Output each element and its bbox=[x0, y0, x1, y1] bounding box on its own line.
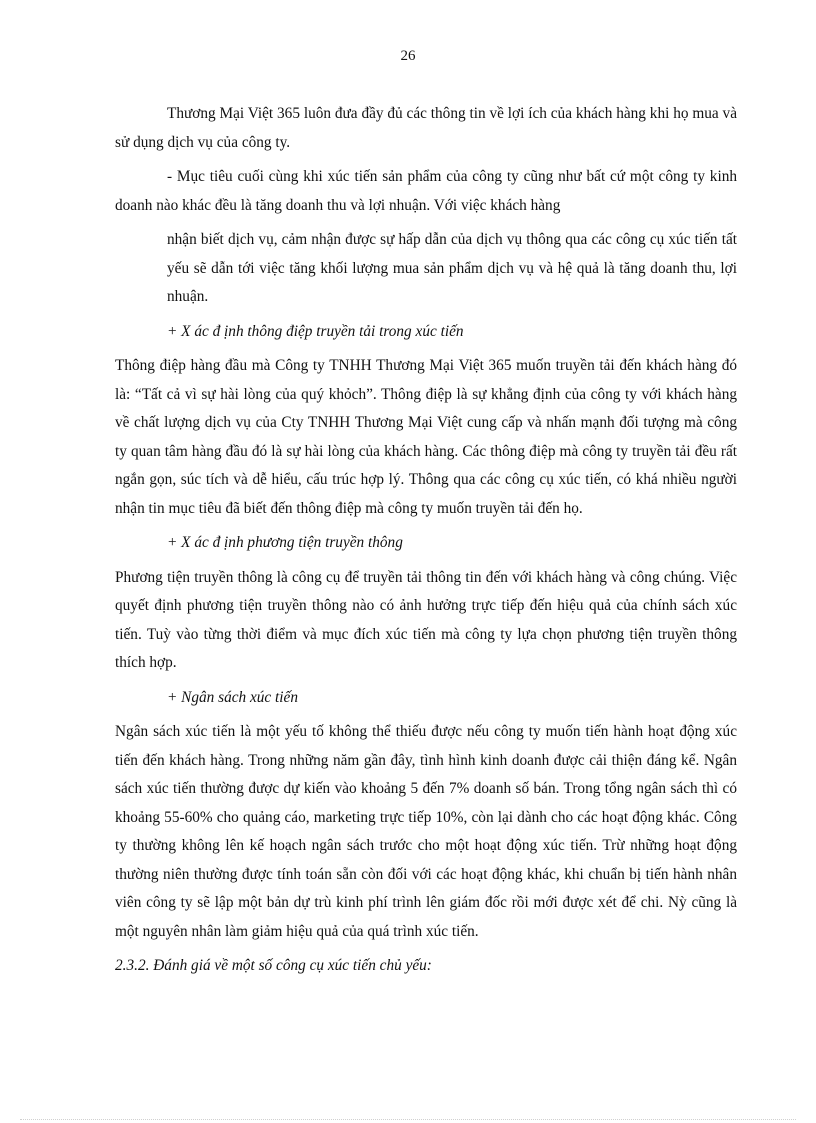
heading-media: + X ác đ ịnh phương tiện truyền thông bbox=[167, 534, 403, 551]
heading-budget: + Ngân sách xúc tiến bbox=[167, 688, 298, 706]
heading-message: + X ác đ ịnh thông điệp truyền tải trong xúc tiến bbox=[167, 322, 464, 340]
paragraph-media: Phương tiện truyền thông là công cụ để truyền tải thông tin đến với khách hàng và công chúng. Việc quyết định phương tiện truyền thông nào có ảnh hưởng trực tiếp đến hiệu quả của chính sách xúc tiến. Tuỳ vào từng thời điểm và mục đích xúc tiến mà công ty lựa chọn phương tiện truyền thông thích hợp. bbox=[115, 568, 737, 671]
page-number: 26 bbox=[400, 48, 416, 64]
paragraph-benefits-info: Thương Mại Việt 365 luôn đưa đầy đủ các thông tin về lợi ích của khách hàng khi họ mua và sử dụng dịch vụ của công ty. bbox=[115, 105, 737, 151]
section-title: 2.3.2. Đánh giá về một số công cụ xúc tiến chủ yếu: bbox=[115, 957, 432, 974]
paragraph-budget: Ngân sách xúc tiến là một yếu tố không thể thiếu được nếu công ty muốn tiến hành hoạt động xúc tiến đến khách hàng. Trong những năm gần đây, tình hình kinh doanh được cải thiện đáng kể. Ngân sách xúc tiến thường được dự kiến vào khoảng 5 đến 7% doanh số bán. Trong tổng ngân sách thì có khoảng 55-60% cho quảng cáo, marketing trực tiếp 10%, còn lại dành cho các hoạt động khác. Công ty thường không lên kế hoạch ngân sách trước cho một hoạt động xúc tiến. Trừ những hoạt động thường niên thường được tính toán sẵn còn đối với các hoạt động khác, khi chuẩn bị tiến hành nhân viên công ty sẽ lập một bản dự trù kinh phí trình lên giám đốc rồi mới được xét để chi. Nỳ cũng là một nguyên nhân làm giảm hiệu quả của quá trình xúc tiến. bbox=[115, 723, 737, 940]
paragraph-promotion-goal: - Mục tiêu cuối cùng khi xúc tiến sản phẩm của công ty cũng như bất cứ một công ty kinh doanh nào khác đều là tăng doanh thu và lợi nhuận. Với việc khách hàng bbox=[115, 168, 737, 214]
footer-divider bbox=[20, 1119, 796, 1120]
paragraph-message: Thông điệp hàng đầu mà Công ty TNHH Thương Mại Việt 365 muốn truyền tải đến khách hàng đó là: “Tất cả vì sự hài lòng của quý khỏch”. Thông điệp là sự khẳng định của công ty với khách hàng về chất lượng dịch vụ của Cty TNHH Thương Mại Việt cung cấp và nhấn mạnh đối tượng mà công ty quan tâm hàng đầu đó là sự hài lòng của khách hàng. Các thông điệp mà công ty truyền tải đều rất ngắn gọn, súc tích và dễ hiểu, cấu trúc hợp lý. Thông qua các công cụ xúc tiến, có khá nhiều người nhận tin mục tiêu đã biết đến thông điệp mà công ty muốn truyền tải đến họ. bbox=[115, 357, 737, 517]
paragraph-customer-awareness: nhận biết dịch vụ, cảm nhận được sự hấp dẫn của dịch vụ thông qua các công cụ xúc tiến tất yếu sẽ dẫn tới việc tăng khối lượng mua sản phẩm dịch vụ và hệ quả là tăng doanh thu, lợi nhuận. bbox=[167, 231, 737, 305]
page-content bbox=[115, 100, 737, 981]
